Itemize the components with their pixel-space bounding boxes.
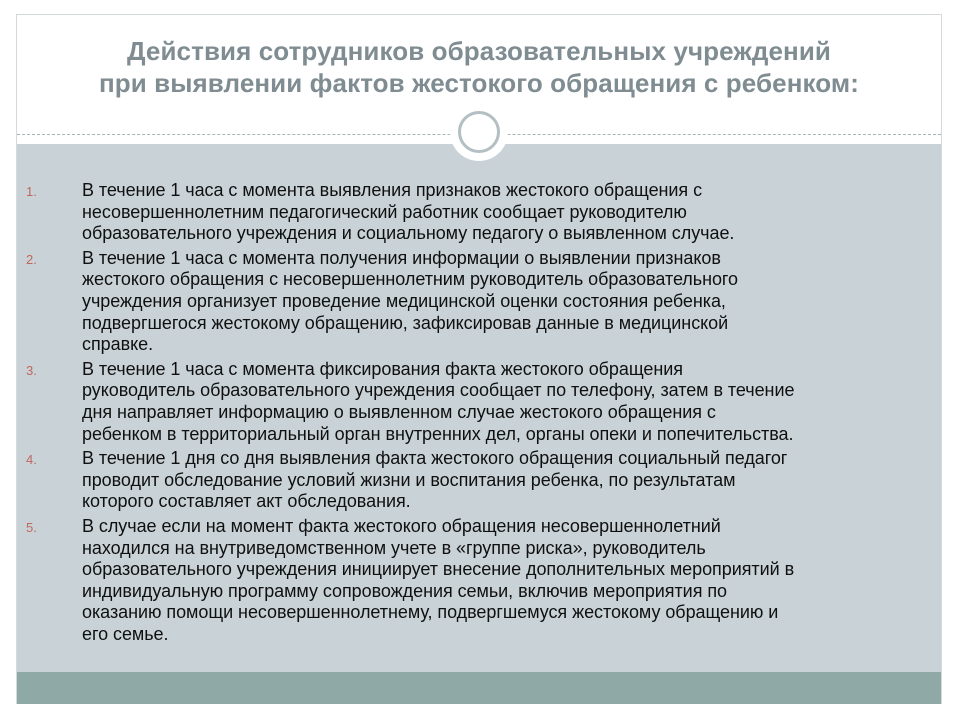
item-text-line: подвергшегося жестокому обращению, зафиксировав данные в медицинской (82, 312, 729, 333)
title-line-2: при выявлении фактов жестокого обращения с ребенком: (98, 68, 860, 98)
item-text-line: находился на внутриведомственном учете в «группе риска», руководитель (82, 537, 706, 558)
item-text-line: справке. (82, 334, 154, 355)
item-text-line: В течение 1 дня со дня выявления факта жестокого обращения социальный педагог (82, 448, 788, 469)
item-text-line: учреждения организует проведение медицинской оценки состояния ребенка, (82, 290, 726, 311)
title-line-1: Действия сотрудников образовательных учреждений (126, 36, 832, 66)
list-item (26, 180, 938, 245)
item-text (82, 448, 787, 513)
item-text-line: которого составляет акт обследования. (82, 491, 411, 512)
item-number: 4. (26, 452, 37, 468)
item-text-line: несовершеннолетним педагогический работник сообщает руководителю (82, 201, 687, 222)
item-text-line: В течение 1 часа с момента получения информации о выявлении признаков (82, 247, 721, 268)
list-item (26, 516, 938, 646)
item-text-line: образовательного учреждения инициирует внесение дополнительных мероприятий в (82, 559, 795, 580)
ring-icon-inner (458, 111, 500, 153)
action-list (26, 180, 938, 648)
item-text-line: В течение 1 часа с момента выявления признаков жестокого обращения с (82, 180, 703, 200)
footer-bar (17, 672, 941, 704)
item-text (82, 516, 794, 646)
item-number: 1. (26, 184, 37, 199)
item-text-line: руководитель образовательного учреждения сообщает по телефону, затем в течение (82, 380, 795, 401)
item-number: 3. (26, 362, 37, 378)
item-text (82, 359, 794, 445)
item-text-line: проводит обследование условий жизни и воспитания ребенка, по результатам (82, 469, 736, 490)
item-text (82, 180, 734, 245)
item-text-line: дня направляет информацию о выявленном случае жестокого обращения с (82, 401, 716, 422)
ring-icon (450, 103, 508, 161)
list-item (26, 248, 938, 356)
item-text-line: индивидуальную программу сопровождения семьи, включив мероприятия по (82, 580, 727, 601)
item-number: 2. (26, 251, 37, 267)
item-text-line: В течение 1 часа с момента фиксирования факта жестокого обращения (82, 358, 683, 379)
item-text-line: жестокого обращения с несовершеннолетним руководитель образовательного (82, 269, 739, 290)
item-text-line: образовательного учреждения и социальному педагогу о выявленном случае. (82, 223, 735, 244)
item-text-line: В случае если на момент факта жестокого обращения несовершеннолетний (82, 515, 721, 536)
list-item (26, 448, 938, 513)
item-text-line: его семье. (82, 623, 169, 644)
item-number: 5. (26, 519, 37, 535)
item-text (82, 248, 738, 356)
item-text-line: ребенком в территориальный орган внутренних дел, органы опеки и попечительства. (82, 423, 794, 444)
list-item (26, 359, 938, 445)
item-text-line: оказанию помощи несовершеннолетнему, подвергшемуся жестокому обращению и (82, 602, 779, 623)
